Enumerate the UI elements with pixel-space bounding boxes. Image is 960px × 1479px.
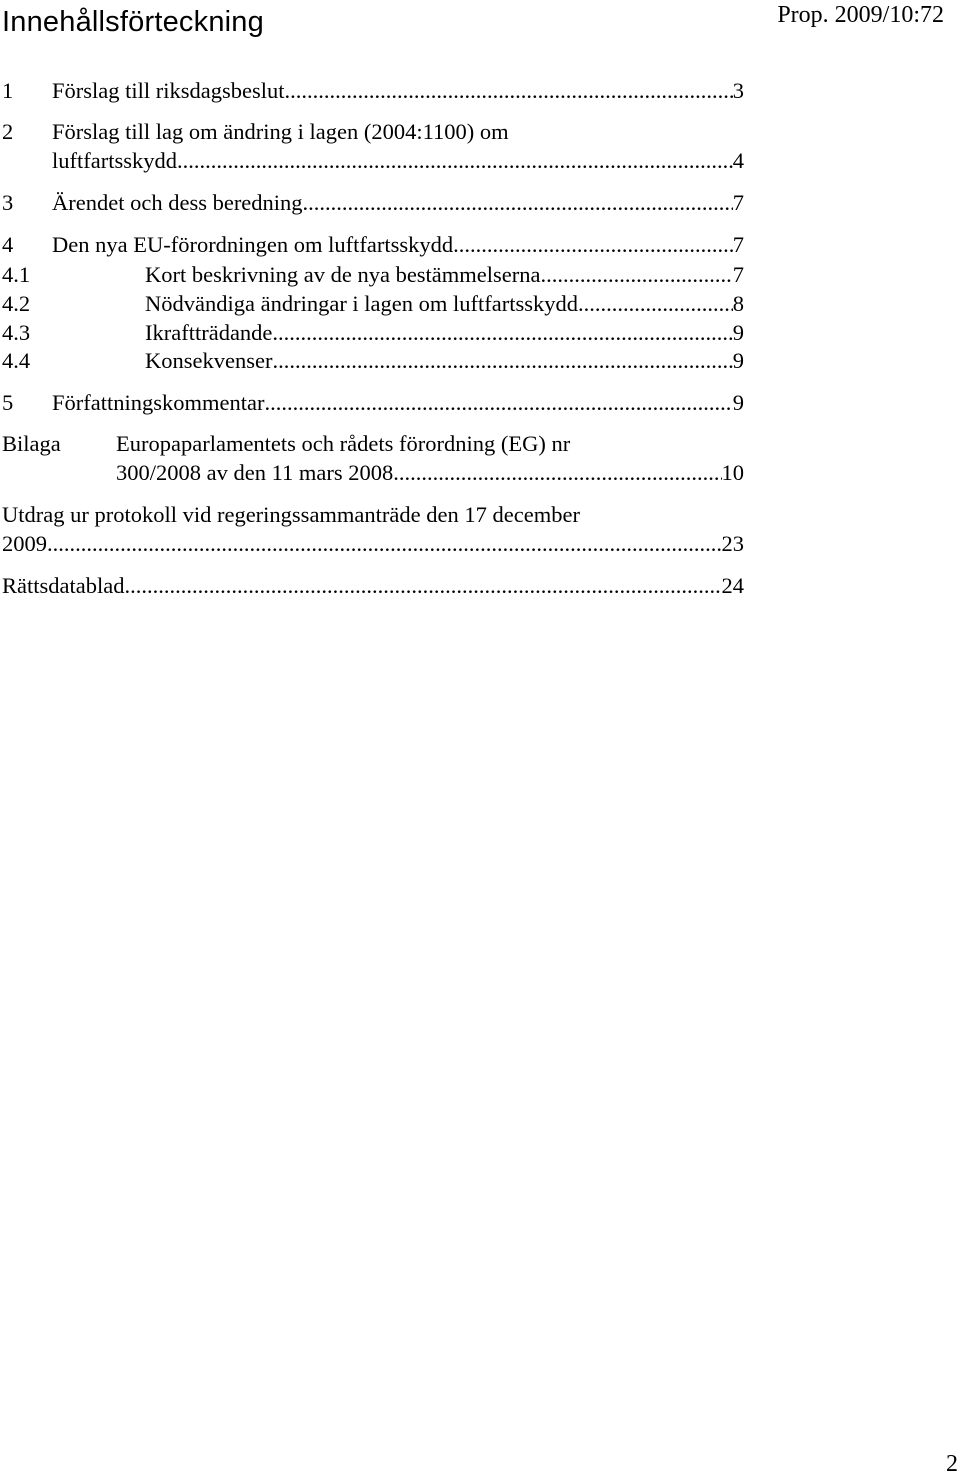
toc-entry-4-4[interactable] [0,347,744,375]
toc-entry-bilaga-line1[interactable] [0,430,744,458]
dot-leader [303,189,733,217]
toc-label: Nödvändiga ändringar i lagen om luftfartsskydd [145,291,579,316]
toc-number: 4.4 [2,348,31,373]
toc-number: 4 [2,232,14,257]
dot-leader [272,347,732,375]
toc-page: 3 [732,78,744,103]
toc-label-line1: Utdrag ur protokoll vid regeringssammanträde den 17 december [2,502,580,527]
toc-label: Konsekvenser [145,348,273,373]
toc-label-line1: Förslag till lag om ändring i lagen (2004:1100) om [52,119,509,144]
dot-leader [264,389,732,417]
toc-label: 2009. [2,531,53,556]
dot-leader [272,319,732,347]
toc-page: 23 [721,531,744,556]
dot-leader [453,231,733,259]
toc-entry-bilaga[interactable] [0,459,744,487]
toc-page: 7 [732,262,744,287]
toc-page: 4 [732,148,744,173]
dot-leader [541,261,733,289]
dot-leader [177,147,733,175]
toc-number: 1 [2,78,14,103]
toc-page: 24 [721,573,744,598]
toc-page: 9 [732,348,744,373]
toc-entry-4-1[interactable] [0,261,744,289]
document-reference: Prop. 2009/10:72 [777,2,944,28]
toc-entry-2-line1[interactable] [0,118,744,146]
dot-leader [393,459,721,487]
toc-number: 2 [2,119,14,144]
toc-number: 4.3 [2,320,31,345]
toc-number: 4.2 [2,291,31,316]
toc-label: Författningskommentar [52,390,265,415]
toc-number: 4.1 [2,262,31,287]
toc-page: 7 [732,232,744,257]
page-title: Innehållsförteckning [2,6,264,38]
toc-label: Den nya EU-förordningen om luftfartsskydd [52,232,454,257]
toc-page: 7 [732,190,744,215]
dot-leader [53,530,722,558]
toc-entry-4-2[interactable] [0,290,744,318]
toc-number: 5 [2,390,14,415]
toc-entry-4[interactable] [0,231,744,259]
toc-entry-rattsdatablad[interactable] [0,572,744,600]
page-number: 2 [946,1451,958,1477]
toc-label: 300/2008 av den 11 mars 2008 [116,460,394,485]
toc-label: luftfartsskydd [52,148,177,173]
toc-entry-5[interactable] [0,389,744,417]
toc-label: Rättsdatablad [2,573,125,598]
toc-label: Kort beskrivning av de nya bestämmelserna [145,262,541,287]
toc-page: 8 [732,291,744,316]
toc-label: Ikraftträdande [145,320,273,345]
toc-label: Ärendet och dess beredning [52,190,303,215]
toc-number: 3 [2,190,14,215]
toc-entry-utdrag[interactable] [0,530,744,558]
toc-entry-1[interactable] [0,77,744,105]
toc-label-line1: Europaparlamentets och rådets förordning (EG) nr [116,431,571,456]
dot-leader [285,77,733,105]
toc-entry-utdrag-line1[interactable] [0,501,744,529]
toc-page: 9 [732,320,744,345]
dot-leader [124,572,721,600]
toc-entry-2[interactable] [0,147,744,175]
toc-entry-4-3[interactable] [0,319,744,347]
toc-number: Bilaga [2,431,61,456]
toc-label: Förslag till riksdagsbeslut [52,78,285,103]
toc-page: 10 [721,460,744,485]
toc-entry-3[interactable] [0,189,744,217]
toc-page: 9 [732,390,744,415]
dot-leader [578,290,733,318]
